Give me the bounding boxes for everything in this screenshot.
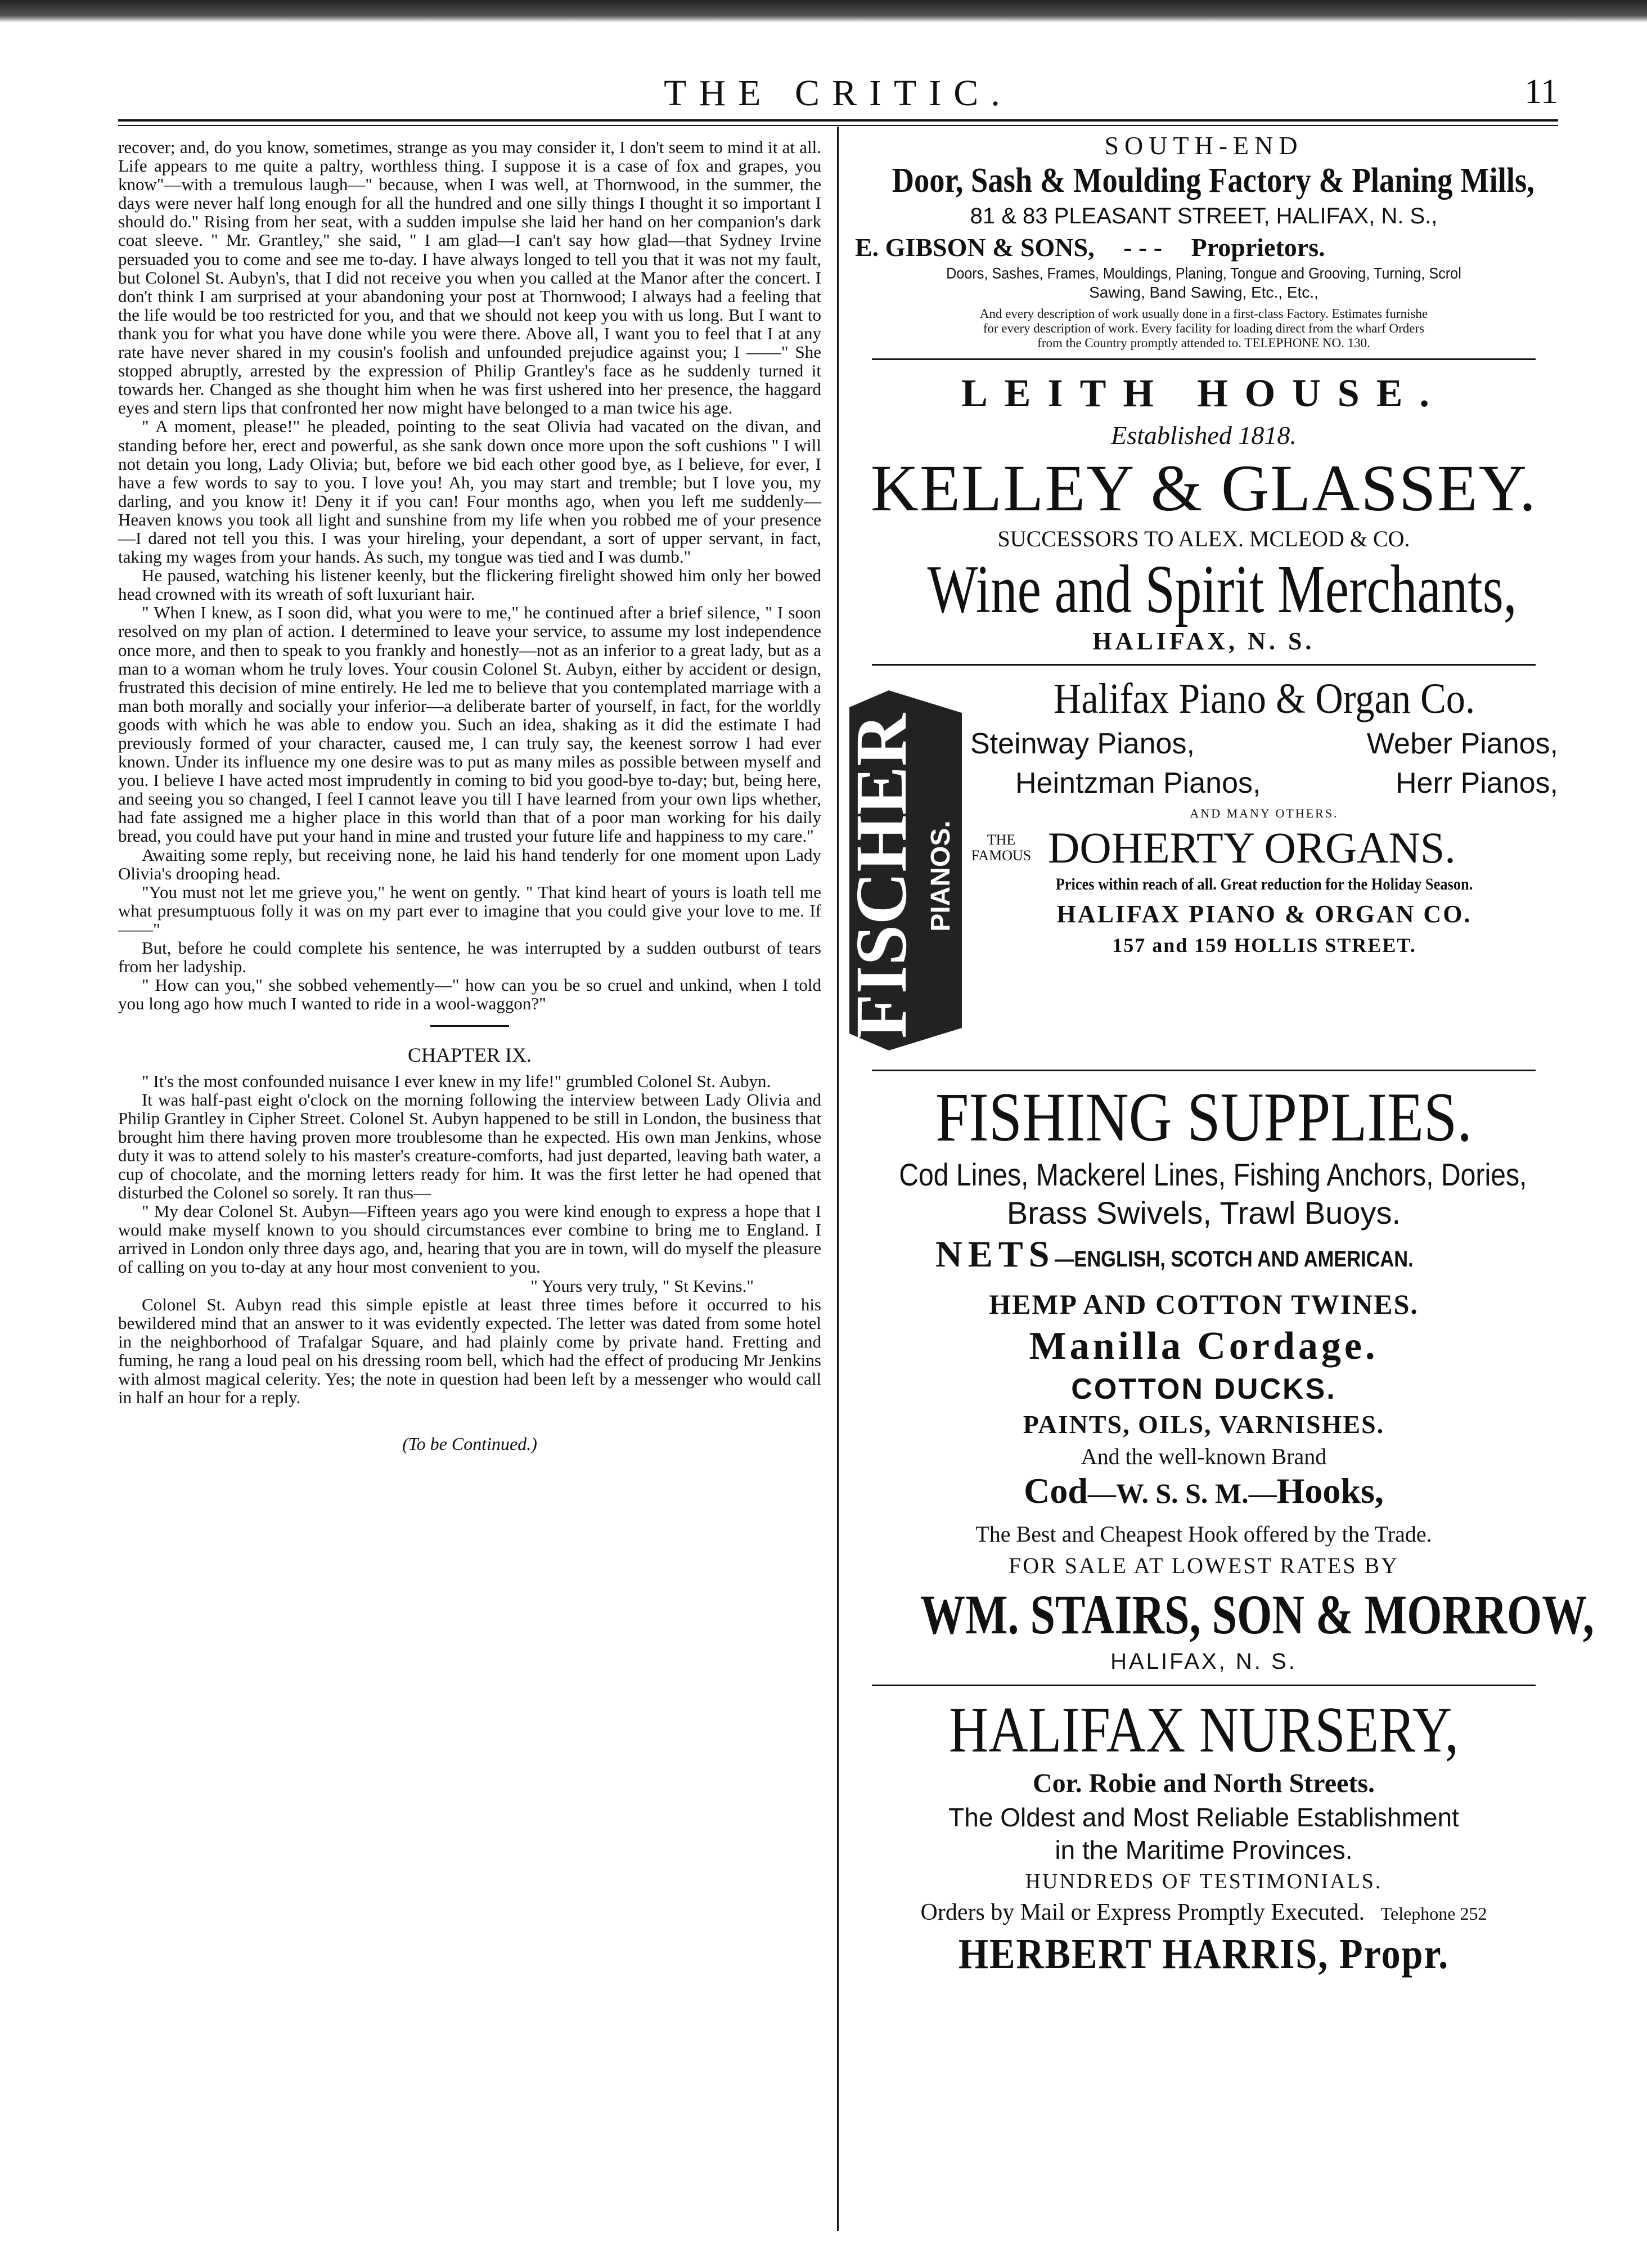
piano-brand-weber: Weber Pianos,: [1366, 727, 1558, 760]
leith-trade: Wine and Spirit Merchants,: [927, 551, 1517, 627]
fishing-place: HALIFAX, N. S.: [1110, 1649, 1297, 1674]
piano-brand-herr: Herr Pianos,: [1396, 767, 1558, 800]
continued-note: (To be Continued.): [402, 1434, 537, 1454]
piano-company: Halifax Piano & Organ Co.: [1053, 675, 1475, 722]
chapter-paragraph: " It's the most confounded nuisance I ever knew in my life!" grumbled Colonel St. Aubyn.: [142, 1071, 771, 1091]
header-rule: [118, 119, 1558, 122]
southend-proprietor: E. GIBSON & SONS,: [855, 233, 1095, 262]
story-paragraph: " How can you," she sobbed vehemently—" how can you be so cruel and unkind, when I told you long ago how much I wanted to ride in a wool-waggon?": [118, 975, 821, 1014]
southend-note-2: for every description of work. Every facility for loading direct from the wharf Orders: [983, 321, 1425, 335]
piano-brand-heintzman: Heintzman Pianos,: [1015, 767, 1261, 800]
fishing-paints: PAINTS, OILS, VARNISHES.: [1023, 1410, 1385, 1439]
southend-services: Doors, Sashes, Frames, Mouldings, Planing, Tongue and Grooving, Turning, Scrol: [946, 264, 1461, 282]
page-number: 11: [1524, 73, 1558, 111]
fishing-sale: FOR SALE AT LOWEST RATES BY: [1008, 1553, 1400, 1578]
story-paragraph: "You must not let me grieve you," he went on gently. " That kind heart of yours is loath tell me what presumptuous folly it was on my part ever to imagine that you could give your love to me. If ——": [118, 882, 821, 939]
chapter-title: CHAPTER IX.: [407, 1044, 532, 1067]
nursery-telephone: Telephone 252: [1380, 1903, 1487, 1924]
piano-others: AND MANY OTHERS.: [1190, 806, 1339, 820]
piano-prices: Prices within reach of all. Great reduction for the Holiday Season.: [1055, 875, 1473, 894]
doherty-organs: DOHERTY ORGANS.: [1048, 823, 1456, 873]
fishing-heading: FISHING SUPPLIES.: [935, 1079, 1473, 1156]
piano-brand-steinway: Steinway Pianos,: [970, 727, 1195, 760]
ad-separator: [872, 358, 1536, 360]
story-paragraph: recover; and, do you know, sometimes, strange as you may consider it, I don't seem to mind it at all. Life appears to me quite a paltry, worthless thing. I suppose it is a case of fox and grapes, you know"—with a tremulous laugh—" because, when I was well, at Thornwood, in the summer, the days were never half long enough for all the hundred and one silly things I thought it so important I should do." Rising from her seat, with a sudden impulse she laid her hand on her companion's dark coat sleeve. " Mr. Grantley," she said, " I am glad—I can't say how glad—that Sydney Irvine persuaded you to come and see me to-day. I have always longed to tell you that it was not my fault, but Colonel St. Aubyn's, that I did not receive you when you called at the Manor after the concert. I don't think I am surprised at your abandoning your post at Thornwood; I always had a feeling that the life would be too restricted for you, and that we should not keep you with us long. But I want to thank you for what you have done while you were there. Above all, I want you to feel that I at any rate have never shared in my cousin's foolish and unfounded prejudice against you; I ——" She stopped abruptly, arrested by the expression of Philip Grantley's face as he suddenly turned it towards her. Changed as she thought him when he was first ushered into her presence, the haggard eyes and stern lips that confronted her now might have belonged to a man twice his age.: [118, 137, 821, 418]
halifax-nursery-ad: [849, 1694, 1558, 1979]
letter-signature: " Yours very truly, " St Kevins.": [530, 1276, 754, 1296]
piano-ad-body: [970, 673, 1558, 959]
leith-firm: KELLEY & GLASSEY.: [870, 451, 1537, 525]
southend-note: And every description of work usually done in a first-class Factory. Estimates furnishe: [979, 307, 1428, 321]
fishing-supplies-ad: [849, 1079, 1594, 1677]
chapter-paragraph: Colonel St. Aubyn read this simple epistle at least three times before it occurred to his bewildered mind that an answer to it was evidently expected. The letter was dated from some hotel in the neighborhood of Trafalgar Square, and had plainly come by private hand. Fretting and fuming, he rang a loud peal on his dressing room bell, which had the effect of producing Mr Jenkins with almost magical celerity. Yes; the note in question had been left by a messenger who would call in half an hour for a reply.: [118, 1294, 821, 1408]
southend-heading: SOUTH-END: [1104, 131, 1303, 160]
nursery-line-1: The Oldest and Most Reliable Establishment: [948, 1803, 1459, 1832]
pianos-text: PIANOS.: [926, 820, 956, 932]
southend-services-2: Sawing, Band Sawing, Etc., Etc.,: [1089, 284, 1318, 301]
leith-house-ad: [849, 368, 1558, 656]
fishing-twines: HEMP AND COTTON TWINES.: [989, 1288, 1419, 1320]
story-paragraph: " A moment, please!" he pleaded, pointing to the seat Olivia had vacated on the divan, and standing before her, erect and powerful, as she sank down once more upon the soft cushions " I will not detain you long, Lady Olivia; but, before we bid each other good bye, as I believe, for ever, I have a few words to say to you. I love you! Ah, you may start and tremble; but I love you, my darling, and you know it! Deny it if you can! Four months ago, when you left me suddenly—Heaven knows you took all light and sunshine from my life when you robbed me of your presence—I dared not tell you this. I was your hireling, your dependant, a sort of upper servant, in fact, taking my wages from your hands. As such, my tongue was tied and I was dumb.": [118, 416, 821, 567]
ad-separator: [872, 664, 1536, 666]
leith-successors: SUCCESSORS TO ALEX. MCLEOD & CO.: [997, 526, 1410, 551]
cod-word: Cod: [1024, 1471, 1088, 1511]
fischer-logo: [841, 690, 968, 1050]
story-paragraph: Awaiting some reply, but receiving none, he laid his hand tenderly for one moment upon Lady Olivia's drooping head.: [118, 845, 821, 883]
fishing-manilla: Manilla Cordage.: [1029, 1324, 1379, 1368]
nursery-orders: Orders by Mail or Express Promptly Executed.: [920, 1899, 1365, 1925]
southend-dashes: - - -: [1123, 233, 1163, 262]
leith-place: HALIFAX, N. S.: [1092, 627, 1315, 655]
fishing-brand-intro: And the well-known Brand: [1081, 1444, 1327, 1469]
fishing-firm: WM. STAIRS, SON & MORROW,: [920, 1583, 1594, 1646]
nursery-heading: HALIFAX NURSERY,: [949, 1694, 1459, 1766]
nursery-proprietor: HERBERT HARRIS, Propr.: [958, 1930, 1450, 1978]
leith-established: Established 1818.: [1111, 421, 1297, 450]
ad-separator: [872, 1685, 1536, 1686]
piano-ad: [841, 673, 1558, 1062]
nursery-streets: Cor. Robie and North Streets.: [1033, 1768, 1375, 1798]
southend-proprietors-label: Proprietors.: [1191, 233, 1325, 262]
doherty-famous: FAMOUS: [971, 847, 1032, 864]
fishing-line-2: Brass Swivels, Trawl Buoys.: [1006, 1195, 1401, 1230]
story-paragraph: But, before he could complete his sentence, he was interrupted by a sudden outburst of tears from her ladyship.: [118, 938, 821, 977]
nets-word: NETS: [935, 1234, 1055, 1275]
chapter-paragraph: It was half-past eight o'clock on the morning following the interview between Lady Olivia and Philip Grantley in Cipher Street. Colonel St. Aubyn happened to be still in London, the business that brought him there having proven more troublesome than he expected. His own man Jenkins, whose duty it was to attend solely to his master's creature-comforts, had just departed, leaving bath water, a cup of chocolate, and the morning letters ready for him. It was the first letter he had opened that disturbed the Colonel so sorely. It ran thus—: [118, 1089, 821, 1203]
chapter-paragraph: " My dear Colonel St. Aubyn—Fifteen years ago you were kind enough to express a hope that I would make myself known to you should circumstances ever combine to bring me to England. I arrived in London only three days ago, and, hearing that you are in town, will do myself the pleasure of calling on you to-day at any hour most convenient to you.: [118, 1201, 821, 1277]
southend-note-3: from the Country promptly attended to. TELEPHONE NO. 130.: [1037, 336, 1370, 350]
story-column: [118, 138, 821, 2220]
ad-separator: [872, 1070, 1536, 1071]
story-paragraph: " When I knew, as I soon did, what you were to me," he continued after a brief silence, " I soon resolved on my plan of action. I determined to leave your service, to assume my lost independence once more, and then to speak to you frankly and honestly—not as an inferior to a great lady, but as a man to a woman whom he truly loves. Your cousin Colonel St. Aubyn, either by accident or design, frustrated this decision of mine entirely. He led me to believe that you contemplated marriage with a man both morally and socially your inferior—a deliberate barter of yourself, in fact, for the worldly goods with which he was able to endow you. Such an idea, shaking as it did the estimate I had previously formed of your character, caused me, I can truly say, the keenest sorrow I had ever known. Under its influence my one desire was to put as many miles as possible between myself and you. I believe I have acted most imprudently in coming to bid you good-bye to-day; but, being here, and seeing you so changed, I feel I cannot leave you till I have learned from your own lips whether, had fate assigned me a higher place in this world than that of a poor man working for his daily bread, you could have put your hand in mine and trusted your future life and happiness to my care.": [118, 603, 821, 846]
nursery-line-2: in the Maritime Provinces.: [1055, 1835, 1353, 1865]
southend-address: 81 & 83 PLEASANT STREET, HALIFAX, N. S.,: [970, 204, 1438, 228]
page-top-edge: [0, 0, 1647, 23]
nets-rest: —ENGLISH, SCOTCH AND AMERICAN.: [1055, 1247, 1414, 1272]
masthead: THE CRITIC.: [664, 73, 1012, 114]
nursery-testimonials: HUNDREDS OF TESTIMONIALS.: [1025, 1870, 1383, 1893]
fishing-ducks: COTTON DUCKS.: [1071, 1373, 1336, 1405]
leith-heading: LEITH HOUSE.: [961, 372, 1446, 415]
column-divider: [837, 127, 839, 2231]
cod-note: The Best and Cheapest Hook offered by the Trade.: [975, 1521, 1432, 1547]
story-paragraph: He paused, watching his listener keenly, but the flickering firelight showed him only her bowed head crowned with its wreath of soft luxuriant hair.: [118, 565, 821, 604]
page-header: [118, 72, 1558, 117]
southend-ad: [849, 131, 1558, 351]
doherty-the: THE: [987, 832, 1016, 848]
fishing-line-1: Cod Lines, Mackerel Lines, Fishing Anchors, Dories,: [899, 1157, 1527, 1192]
fischer-pianos-graphic: [841, 690, 968, 1050]
southend-title: Door, Sash & Moulding Factory & Planing Mills,: [892, 161, 1534, 200]
section-rule: [430, 1025, 509, 1027]
piano-company-caps: HALIFAX PIANO & ORGAN CO.: [1056, 900, 1472, 928]
cod-brand: —W. S. S. M.—: [1087, 1477, 1277, 1509]
hooks-word: Hooks,: [1276, 1471, 1384, 1511]
piano-address: 157 and 159 HOLLIS STREET.: [1112, 934, 1416, 957]
fischer-text: FISCHER: [841, 713, 922, 1039]
advertisements-column: [841, 129, 1594, 2234]
header-rule-thin: [118, 125, 1558, 126]
